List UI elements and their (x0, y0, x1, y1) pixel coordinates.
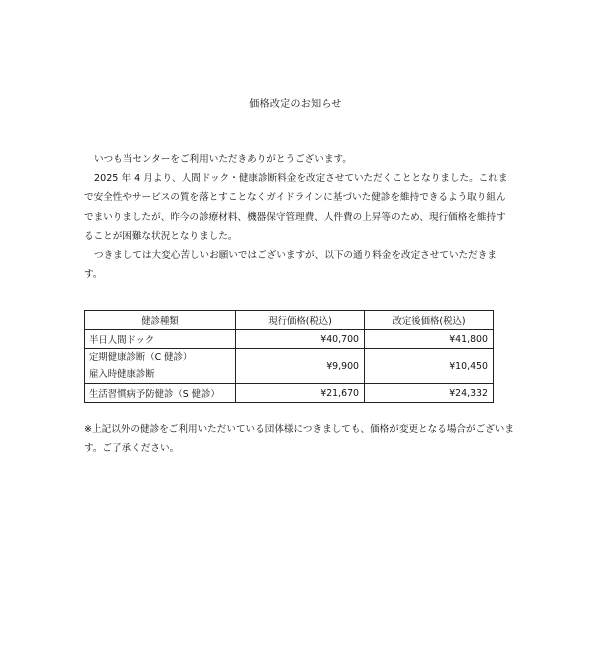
exam-name: 生活習慣病予防健診（S 健診） (85, 384, 236, 403)
revised-price: ¥24,332 (365, 384, 494, 403)
exam-name-line: 定期健康診断（C 健診） (89, 352, 193, 363)
table-row (85, 330, 494, 349)
document-title: 価格改定のお知らせ (249, 99, 342, 110)
current-price: ¥21,670 (236, 384, 365, 403)
exam-name: 半日人間ドック (85, 330, 236, 349)
price-table (84, 310, 494, 403)
current-price: ¥9,900 (236, 349, 365, 384)
paragraph-announcement: 2025 年 4 月より、人間ドック・健康診断料金を改定させていただくこととなりました。これまで安全性やサービスの質を落とすことなくガイドラインに基づいた健診を維持できるよう取り組んでまいりましたが、昨今の診療材料、機器保守管理費、人件費の上昇等のため、現行価格を維持することが困難な状況となりました。 (84, 173, 508, 242)
paragraph-greeting: いつも当センターをご利用いただきありがとうございます。 (94, 154, 352, 165)
table-header-row (85, 311, 494, 330)
table-row (85, 349, 494, 384)
exam-name-line: 雇入時健康診断 (89, 369, 155, 380)
header-revised-price: 改定後価格(税込) (365, 311, 494, 330)
revised-price: ¥41,800 (365, 330, 494, 349)
paragraph-request: つきましては大変心苦しいお願いではございますが、以下の通り料金を改定させていただきます。 (84, 250, 497, 281)
footnote-text: ※上記以外の健診をご利用いただいている団体様につきましても、価格が変更となる場合がございます。ご了承ください。 (84, 424, 514, 454)
footnote (84, 420, 514, 458)
revised-price: ¥10,450 (365, 349, 494, 384)
current-price: ¥40,700 (236, 330, 365, 349)
body-text (84, 150, 514, 284)
header-exam-type: 健診種類 (85, 311, 236, 330)
exam-name (85, 349, 236, 384)
header-current-price: 現行価格(税込) (236, 311, 365, 330)
table-row (85, 384, 494, 403)
